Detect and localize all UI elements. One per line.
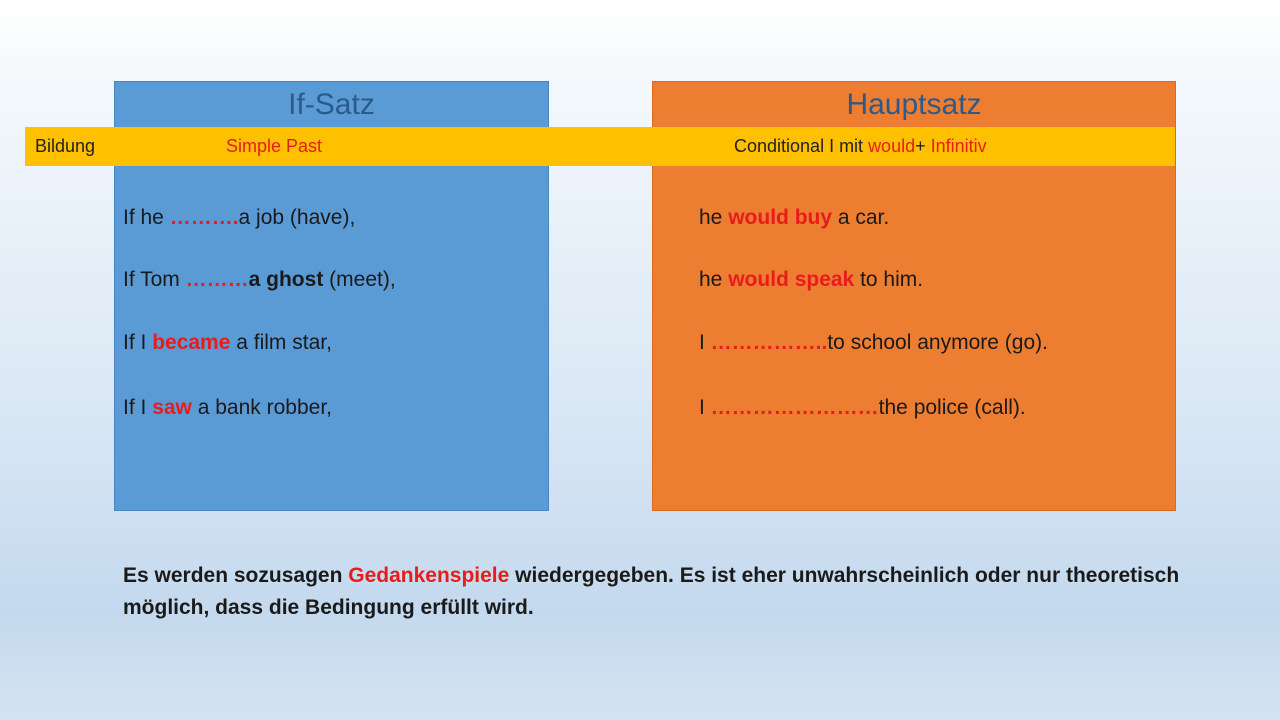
if-sentence-4: If I saw a bank robber, (123, 396, 332, 419)
verb-highlight: would buy (728, 206, 833, 229)
conditional-prefix: Conditional I mit (734, 136, 869, 156)
main-sentence-4: I ……………………the police (call). (699, 396, 1026, 419)
gap: …………….. (710, 331, 828, 354)
main-sentence-2: he would speak to him. (699, 268, 924, 291)
note-highlight: Gedankenspiele (348, 564, 510, 587)
main-sentence-3: I ……………..to school anymore (go). (699, 331, 1048, 354)
conditional-infinitiv: Infinitiv (930, 136, 987, 156)
hauptsatz-title: Hauptsatz (846, 88, 982, 121)
if-sentence-2: If Tom ………a ghost (meet), (123, 268, 396, 291)
explanation-note: Es werden sozusagen Gedankenspiele wiedergegeben. Es ist eher unwahrscheinlich oder nur theoretisch möglich, dass die Bedingung erfüllt wird. (123, 564, 1180, 619)
bildung-label: Bildung (35, 136, 96, 156)
verb-highlight: saw (152, 396, 192, 419)
verb-highlight: became (152, 331, 231, 354)
conditional-label (734, 127, 987, 166)
gap: ………. (169, 206, 239, 229)
if-sentence-3: If I became a film star, (123, 331, 332, 354)
if-sentence-1: If he ……….a job (have), (123, 206, 356, 229)
bold-phrase: a ghost (248, 268, 324, 291)
main-sentence-1: he would buy a car. (699, 206, 890, 229)
gap: …………………… (710, 396, 879, 419)
conditional-plus: + (915, 136, 931, 156)
bildung-bar (25, 127, 1175, 166)
if-satz-title: If-Satz (288, 88, 375, 121)
conditional-would: would (868, 136, 916, 156)
simple-past-label: Simple Past (226, 136, 323, 156)
gap: ……… (185, 268, 249, 291)
verb-highlight: would speak (728, 268, 855, 291)
